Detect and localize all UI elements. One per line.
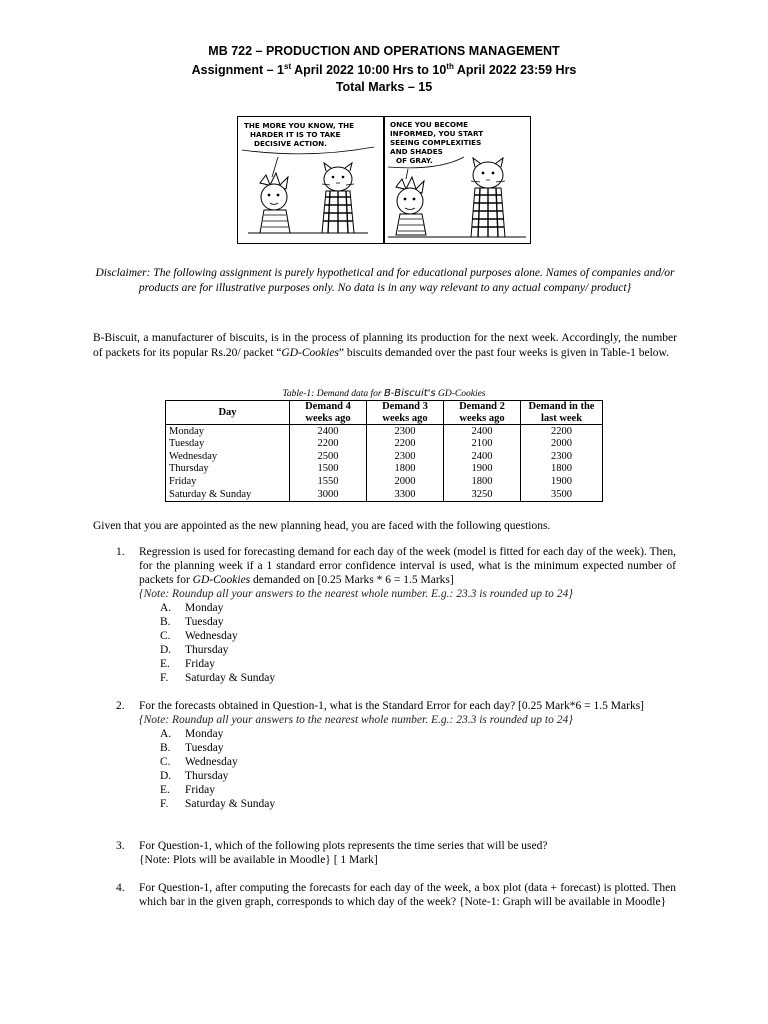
cell-day: Saturday & Sunday bbox=[166, 488, 290, 501]
question-note: {Note: Roundup all your answers to the nearest whole number. E.g.: 23.3 is rounded up to 24} bbox=[139, 588, 573, 600]
cell-value: 2000 bbox=[521, 438, 603, 451]
cell-value: 3300 bbox=[367, 488, 444, 501]
option-item: F. Saturday & Sunday bbox=[160, 672, 276, 684]
cell-value: 2400 bbox=[290, 425, 367, 438]
cell-value: 1800 bbox=[367, 463, 444, 476]
course-title: MB 722 – PRODUCTION AND OPERATIONS MANAGEMENT bbox=[208, 44, 560, 58]
cell-value: 2000 bbox=[367, 475, 444, 488]
table-row bbox=[166, 488, 603, 501]
cell-value: 1800 bbox=[444, 475, 521, 488]
comic-strip-image bbox=[237, 116, 531, 244]
option-item: C. Wednesday bbox=[160, 756, 238, 768]
cell-value: 3500 bbox=[521, 488, 603, 501]
option-item: B. Tuesday bbox=[160, 742, 224, 754]
cell-value: 1900 bbox=[521, 475, 603, 488]
cell-value: 2300 bbox=[367, 450, 444, 463]
cell-day: Monday bbox=[166, 425, 290, 438]
question-4 bbox=[116, 881, 676, 909]
col-header-demand-3: Demand 3 weeks ago bbox=[367, 401, 444, 425]
cell-value: 2300 bbox=[521, 450, 603, 463]
cell-value: 3250 bbox=[444, 488, 521, 501]
given-statement: Given that you are appointed as the new planning head, you are faced with the following questions. bbox=[93, 520, 551, 532]
question-text: For Question-1, after computing the forecasts for each day of the week, a box plot (data + forecast) is plotted. Then which bar in the given graph, corresponds to which day of the week? {Note-1: Graph will be available in Moodle} bbox=[139, 882, 676, 908]
cell-value: 2500 bbox=[290, 450, 367, 463]
options-list bbox=[160, 601, 676, 685]
table-row bbox=[166, 475, 603, 488]
question-text: For the forecasts obtained in Question-1, what is the Standard Error for each day? [0.25 Mark*6 = 1.5 Marks] bbox=[139, 700, 645, 712]
question-number: 2. bbox=[116, 700, 125, 712]
option-item: A. Monday bbox=[160, 728, 224, 740]
options-list bbox=[160, 727, 676, 811]
cell-day: Friday bbox=[166, 475, 290, 488]
cell-day: Thursday bbox=[166, 463, 290, 476]
question-number: 4. bbox=[116, 882, 125, 894]
cell-value: 3000 bbox=[290, 488, 367, 501]
question-text: Regression is used for forecasting demand for each day of the week (model is fitted for each day of the week). Then, for the planning week if a 1 standard error confidence interval is used, what is the minimum expected number of packets for GD-Cookies demanded on [0.25 Marks * 6 = 1.5 Marks] bbox=[139, 546, 676, 586]
option-item: B. Tuesday bbox=[160, 616, 224, 628]
cell-value: 2200 bbox=[290, 438, 367, 451]
question-note: {Note: Roundup all your answers to the nearest whole number. E.g.: 23.3 is rounded up to 24} bbox=[139, 714, 573, 726]
cell-value: 1900 bbox=[444, 463, 521, 476]
question-note: {Note: Plots will be available in Moodle} [ 1 Mark] bbox=[139, 854, 378, 866]
table-row bbox=[166, 438, 603, 451]
cell-value: 2100 bbox=[444, 438, 521, 451]
option-item: C. Wednesday bbox=[160, 630, 238, 642]
question-1 bbox=[116, 545, 676, 685]
table-header-row bbox=[166, 401, 603, 425]
question-2 bbox=[116, 699, 676, 811]
assignment-dates: Assignment – 1st April 2022 10:00 Hrs to 10th April 2022 23:59 Hrs bbox=[191, 62, 577, 78]
question-3 bbox=[116, 839, 676, 867]
intro-paragraph: B-Biscuit, a manufacturer of biscuits, is in the process of planning its production for the next week. Accordingly, the number of packets for its popular Rs.20/ packet “GD-Cookies” biscuits demanded over the past four weeks is given in Table-1 below. bbox=[93, 332, 677, 359]
col-header-demand-last: Demand in the last week bbox=[521, 401, 603, 425]
cell-value: 1800 bbox=[521, 463, 603, 476]
cell-value: 2400 bbox=[444, 425, 521, 438]
cell-value: 2200 bbox=[521, 425, 603, 438]
option-item: D. Thursday bbox=[160, 770, 229, 782]
cell-value: 2300 bbox=[367, 425, 444, 438]
option-item: A. Monday bbox=[160, 602, 224, 614]
total-marks: Total Marks – 15 bbox=[335, 80, 433, 94]
option-item: F. Saturday & Sunday bbox=[160, 798, 276, 810]
demand-table bbox=[165, 400, 603, 502]
cell-value: 2200 bbox=[367, 438, 444, 451]
cell-value: 1500 bbox=[290, 463, 367, 476]
comic-panel1-speech: THE MORE YOU KNOW, THE HARDER IT IS TO TAKE DECISIVE ACTION. bbox=[244, 121, 355, 148]
comic-illustration bbox=[238, 117, 530, 243]
option-item: D. Thursday bbox=[160, 644, 229, 656]
cell-value: 2400 bbox=[444, 450, 521, 463]
cell-value: 1550 bbox=[290, 475, 367, 488]
cell-day: Wednesday bbox=[166, 450, 290, 463]
option-item: E. Friday bbox=[160, 658, 216, 670]
col-header-demand-2: Demand 2 weeks ago bbox=[444, 401, 521, 425]
question-number: 3. bbox=[116, 840, 125, 852]
question-number: 1. bbox=[116, 546, 125, 558]
disclaimer: Disclaimer: The following assignment is purely hypothetical and for educational purposes alone. Names of companies and/or products are for illustrative purposes only. No data is in any way relevant to any actual company/ product} bbox=[95, 267, 675, 294]
col-header-demand-4: Demand 4 weeks ago bbox=[290, 401, 367, 425]
table-row bbox=[166, 463, 603, 476]
option-item: E. Friday bbox=[160, 784, 216, 796]
table-row bbox=[166, 450, 603, 463]
cell-day: Tuesday bbox=[166, 438, 290, 451]
col-header-day: Day bbox=[166, 401, 290, 425]
table-caption: Table-1: Demand data for B-Biscuit's GD-Cookies bbox=[282, 388, 486, 399]
table-row bbox=[166, 425, 603, 438]
question-text: For Question-1, which of the following plots represents the time series that will be used? bbox=[139, 840, 548, 852]
comic-panel2-speech: ONCE YOU BECOME INFORMED, YOU START SEEING COMPLEXITIES AND SHADES OF GRAY. bbox=[390, 120, 484, 165]
